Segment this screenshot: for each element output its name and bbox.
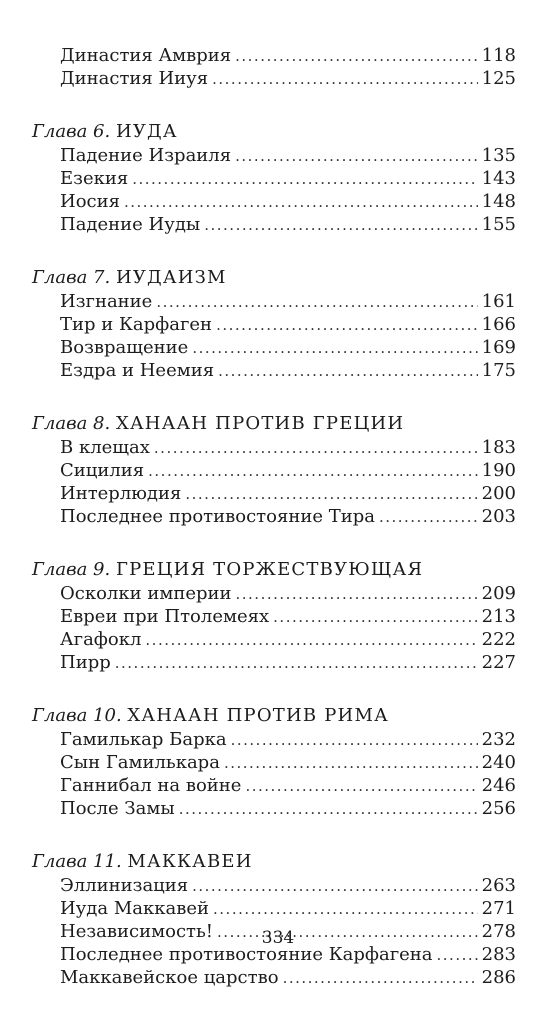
table-of-contents: [32, 44, 516, 1019]
chapter-heading: [32, 850, 516, 874]
toc-entry[interactable]: [32, 966, 516, 989]
entry-title: Иуда Маккавей: [60, 898, 210, 919]
dot-leader: [213, 898, 478, 921]
entry-title: После Замы: [60, 798, 175, 819]
dot-leader: [185, 483, 477, 506]
dot-leader: [273, 606, 477, 629]
chapter-title: МАККАВЕИ: [127, 851, 253, 872]
entry-page: 166: [481, 314, 516, 335]
chapter-label: Глава 10.: [32, 705, 122, 726]
entry-page: 155: [481, 214, 516, 235]
entry-page: 209: [481, 583, 516, 604]
toc-entry[interactable]: [32, 67, 516, 90]
toc-entry[interactable]: [32, 605, 516, 628]
dot-leader: [132, 168, 477, 191]
dot-leader: [236, 583, 478, 606]
entry-page: 203: [481, 506, 516, 527]
chapter-title: ИУДАИЗМ: [115, 267, 227, 288]
dot-leader: [231, 729, 478, 752]
dot-leader: [192, 875, 478, 898]
toc-entry[interactable]: [32, 482, 516, 505]
chapter-heading: [32, 120, 516, 144]
entry-page: 271: [481, 898, 516, 919]
entry-title: Тир и Карфаген: [60, 314, 213, 335]
toc-entry[interactable]: [32, 436, 516, 459]
dot-leader: [154, 437, 478, 460]
entry-page: 161: [481, 291, 516, 312]
entry-title: Падение Иуды: [60, 214, 201, 235]
dot-leader: [115, 652, 478, 675]
entry-title: Последнее противостояние Карфагена: [60, 944, 433, 965]
entry-page: 222: [481, 629, 516, 650]
chapter-label: Глава 6.: [32, 121, 111, 142]
dot-leader: [156, 291, 477, 314]
toc-entry[interactable]: [32, 459, 516, 482]
entry-page: 200: [481, 483, 516, 504]
entry-page: 118: [481, 45, 516, 66]
dot-leader: [179, 798, 478, 821]
toc-entry[interactable]: [32, 628, 516, 651]
chapter-8: [32, 412, 516, 528]
dot-leader: [204, 214, 477, 237]
entry-title: Сын Гамилькара: [60, 752, 220, 773]
entry-page: 283: [481, 944, 516, 965]
toc-entry[interactable]: [32, 144, 516, 167]
chapter-9: [32, 558, 516, 674]
entry-title: Изгнание: [60, 291, 153, 312]
entry-page: 227: [481, 652, 516, 673]
entry-page: 143: [481, 168, 516, 189]
dot-leader: [216, 314, 478, 337]
entry-page: 278: [481, 921, 516, 942]
toc-entry[interactable]: [32, 313, 516, 336]
chapter-title: ХАНААН ПРОТИВ РИМА: [127, 705, 389, 726]
toc-entry[interactable]: [32, 336, 516, 359]
toc-entry[interactable]: [32, 167, 516, 190]
entry-page: 190: [481, 460, 516, 481]
entry-title: Независимость!: [60, 921, 214, 942]
entry-title: В клещах: [60, 437, 150, 458]
toc-entry[interactable]: [32, 897, 516, 920]
entry-title: Династия Амврия: [60, 45, 232, 66]
entry-title: Осколки империи: [60, 583, 232, 604]
chapter-continued: [32, 44, 516, 90]
entry-page: 175: [481, 360, 516, 381]
chapter-title: ГРЕЦИЯ ТОРЖЕСТВУЮЩАЯ: [115, 559, 424, 580]
toc-entry[interactable]: [32, 582, 516, 605]
dot-leader: [245, 775, 477, 798]
chapter-10: [32, 704, 516, 820]
entry-title: Евреи при Птолемеях: [60, 606, 270, 627]
entry-title: Возвращение: [60, 337, 189, 358]
entry-title: Маккавейское царство: [60, 967, 279, 988]
entry-page: 148: [481, 191, 516, 212]
page-number: 334: [261, 928, 295, 948]
entry-title: Интерлюдия: [60, 483, 182, 504]
toc-entry[interactable]: [32, 797, 516, 820]
chapter-6: [32, 120, 516, 236]
chapter-title: ИУДА: [115, 121, 178, 142]
chapter-heading: [32, 412, 516, 436]
toc-entry[interactable]: [32, 213, 516, 236]
entry-page: 169: [481, 337, 516, 358]
entry-page: 213: [481, 606, 516, 627]
toc-entry[interactable]: [32, 505, 516, 528]
entry-page: 256: [481, 798, 516, 819]
entry-title: Эллинизация: [60, 875, 189, 896]
entry-title: Пирр: [60, 652, 111, 673]
dot-leader: [283, 967, 478, 990]
entry-title: Ганнибал на войне: [60, 775, 242, 796]
entry-page: 232: [481, 729, 516, 750]
entry-title: Сицилия: [60, 460, 145, 481]
dot-leader: [124, 191, 478, 214]
dot-leader: [212, 68, 478, 91]
entry-title: Агафокл: [60, 629, 142, 650]
dot-leader: [235, 145, 478, 168]
chapter-label: Глава 7.: [32, 267, 111, 288]
entry-page: 125: [481, 68, 516, 89]
dot-leader: [379, 506, 478, 529]
entry-title: Езекия: [60, 168, 129, 189]
entry-page: 246: [481, 775, 516, 796]
entry-page: 263: [481, 875, 516, 896]
dot-leader: [224, 752, 478, 775]
entry-page: 135: [481, 145, 516, 166]
toc-entry[interactable]: [32, 728, 516, 751]
chapter-title: ХАНААН ПРОТИВ ГРЕЦИИ: [115, 413, 405, 434]
toc-entry[interactable]: [32, 290, 516, 313]
toc-entry[interactable]: [32, 190, 516, 213]
toc-entry[interactable]: [32, 874, 516, 897]
dot-leader: [235, 45, 478, 68]
entry-title: Последнее противостояние Тира: [60, 506, 375, 527]
toc-entry[interactable]: [32, 359, 516, 382]
entry-title: Иосия: [60, 191, 120, 212]
toc-entry[interactable]: [32, 751, 516, 774]
dot-leader: [148, 460, 478, 483]
entry-title: Гамилькар Барка: [60, 729, 227, 750]
dot-leader: [192, 337, 477, 360]
toc-entry[interactable]: [32, 774, 516, 797]
chapter-7: [32, 266, 516, 382]
dot-leader: [218, 360, 478, 383]
entry-title: Ездра и Неемия: [60, 360, 215, 381]
chapter-heading: [32, 266, 516, 290]
toc-entry[interactable]: [32, 44, 516, 67]
toc-entry[interactable]: [32, 651, 516, 674]
entry-page: 240: [481, 752, 516, 773]
chapter-label: Глава 8.: [32, 413, 111, 434]
chapter-label: Глава 11.: [32, 851, 122, 872]
entry-page: 183: [481, 437, 516, 458]
entry-page: 286: [481, 967, 516, 988]
entry-title: Падение Израиля: [60, 145, 232, 166]
entry-title: Династия Ииуя: [60, 68, 209, 89]
chapter-heading: [32, 558, 516, 582]
chapter-heading: [32, 704, 516, 728]
chapter-label: Глава 9.: [32, 559, 111, 580]
chapter-11: [32, 850, 516, 989]
dot-leader: [145, 629, 477, 652]
